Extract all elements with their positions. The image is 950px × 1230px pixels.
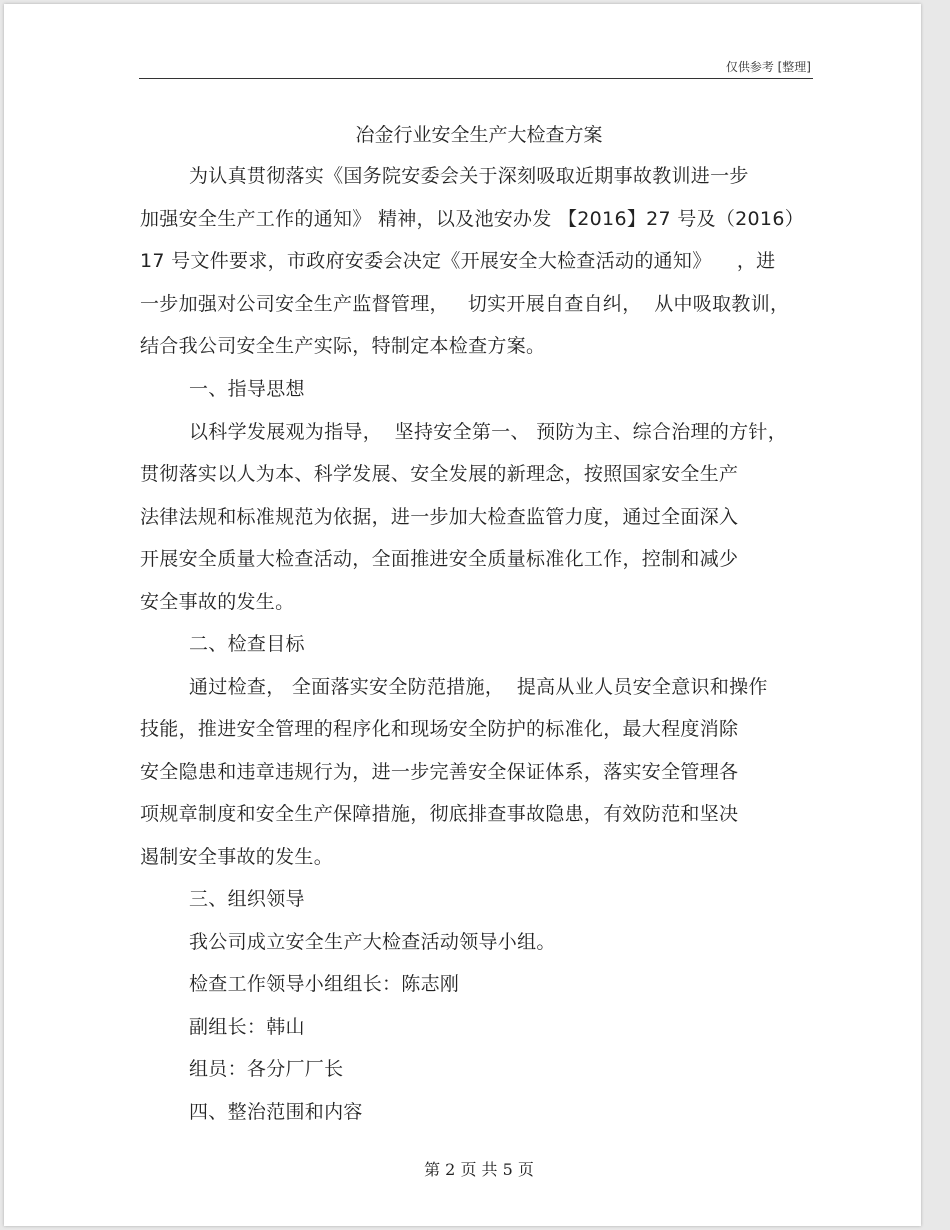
section-heading: 四、整治范围和内容 bbox=[189, 1101, 363, 1123]
document-title: 冶金行业安全生产大检查方案 bbox=[355, 124, 603, 146]
section-line: 遏制安全事故的发生。 bbox=[140, 846, 334, 868]
header-note: 仅供参考 [整理] bbox=[725, 60, 811, 74]
section-line: 安全事故的发生。 bbox=[140, 591, 295, 613]
section-line: 副组长：韩山 bbox=[189, 1016, 305, 1038]
intro-line: 为认真贯彻落实《国务院安委会关于深刻吸取近期事故教训进一步 bbox=[189, 165, 749, 187]
section-line: 技能，推进安全管理的程序化和现场安全防护的标准化，最大程度消除 bbox=[140, 718, 739, 740]
section-heading: 一、指导思想 bbox=[189, 378, 305, 400]
section-heading: 二、检查目标 bbox=[189, 633, 305, 655]
section-line: 安全隐患和违章违规行为，进一步完善安全保证体系，落实安全管理各 bbox=[140, 761, 739, 783]
document-page bbox=[4, 4, 921, 1226]
section-line: 组员：各分厂厂长 bbox=[189, 1058, 344, 1080]
intro-line: 加强安全生产工作的通知》 精神，以及池安办发 【2016】27 号及（2016） bbox=[140, 208, 805, 230]
intro-line: 一步加强对公司安全生产监督管理， 切实开展自查自纠， 从中吸取教训， bbox=[140, 293, 790, 315]
section-heading: 三、组织领导 bbox=[189, 888, 305, 910]
section-line: 检查工作领导小组组长：陈志刚 bbox=[189, 973, 460, 995]
intro-line: 17 号文件要求，市政府安委会决定《开展安全大检查活动的通知》 ，进 bbox=[140, 250, 776, 272]
section-line: 通过检查， 全面落实安全防范措施， 提高从业人员安全意识和操作 bbox=[189, 676, 768, 698]
section-line: 法律法规和标准规范为依据，进一步加大检查监管力度，通过全面深入 bbox=[140, 506, 739, 528]
section-line: 项规章制度和安全生产保障措施，彻底排查事故隐患，有效防范和坚决 bbox=[140, 803, 739, 825]
section-line: 开展安全质量大检查活动，全面推进安全质量标准化工作，控制和减少 bbox=[140, 548, 739, 570]
section-line: 我公司成立安全生产大检查活动领导小组。 bbox=[189, 931, 556, 953]
intro-line: 结合我公司安全生产实际，特制定本检查方案。 bbox=[140, 335, 546, 357]
section-line: 贯彻落实以人为本、科学发展、安全发展的新理念，按照国家安全生产 bbox=[140, 463, 739, 485]
section-line: 以科学发展观为指导， 坚持安全第一、 预防为主、综合治理的方针， bbox=[189, 421, 788, 443]
page-number: 第 2 页 共 5 页 bbox=[424, 1160, 534, 1179]
header-rule bbox=[139, 78, 813, 79]
